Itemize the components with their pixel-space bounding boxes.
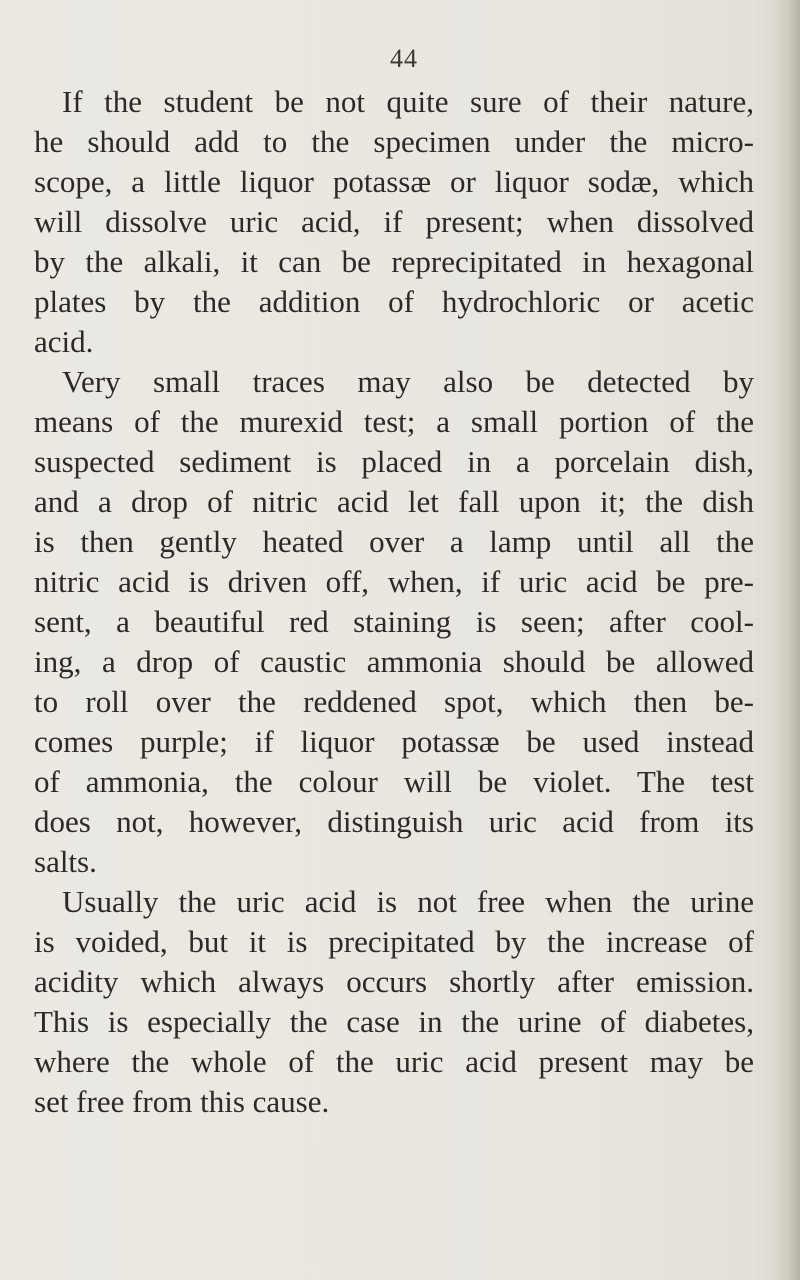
text-line: If the student be not quite sure of their nature, (62, 84, 754, 119)
text-line: acidity which always occurs shortly after emission. (34, 964, 754, 999)
text-line: and a drop of nitric acid let fall upon it; the dish (34, 484, 754, 519)
text-line: Very small traces may also be detected by (62, 364, 754, 399)
text-line: acid. (34, 324, 94, 359)
text-line: comes purple; if liquor potassæ be used instead (34, 724, 754, 759)
text-line: suspected sediment is placed in a porcelain dish, (34, 444, 754, 479)
page-edge-shadow (774, 0, 800, 1280)
text-line: This is especially the case in the urine of diabetes, (34, 1004, 754, 1039)
text-line: he should add to the specimen under the micro- (34, 124, 754, 159)
text-line: is then gently heated over a lamp until all the (34, 524, 754, 559)
text-line: to roll over the reddened spot, which then be- (34, 684, 754, 719)
text-line: where the whole of the uric acid present may be (34, 1044, 754, 1079)
text-line: does not, however, distinguish uric acid from its (34, 804, 754, 839)
text-line: nitric acid is driven off, when, if uric acid be pre- (34, 564, 754, 599)
text-line: Usually the uric acid is not free when the urine (62, 884, 754, 919)
body-text (34, 82, 754, 1122)
page-number: 44 (390, 44, 418, 73)
text-line: of ammonia, the colour will be violet. The test (34, 764, 754, 799)
text-line: salts. (34, 844, 97, 879)
text-line: sent, a beautiful red staining is seen; after cool- (34, 604, 754, 639)
text-line: scope, a little liquor potassæ or liquor sodæ, which (34, 164, 754, 199)
text-line: will dissolve uric acid, if present; when dissolved (34, 204, 754, 239)
text-line: is voided, but it is precipitated by the increase of (34, 924, 754, 959)
text-line: by the alkali, it can be reprecipitated in hexagonal (34, 244, 754, 279)
text-line: set free from this cause. (34, 1084, 330, 1119)
text-line: ing, a drop of caustic ammonia should be allowed (34, 644, 754, 679)
text-line: plates by the addition of hydrochloric or acetic (34, 284, 754, 319)
text-line: means of the murexid test; a small portion of the (34, 404, 754, 439)
